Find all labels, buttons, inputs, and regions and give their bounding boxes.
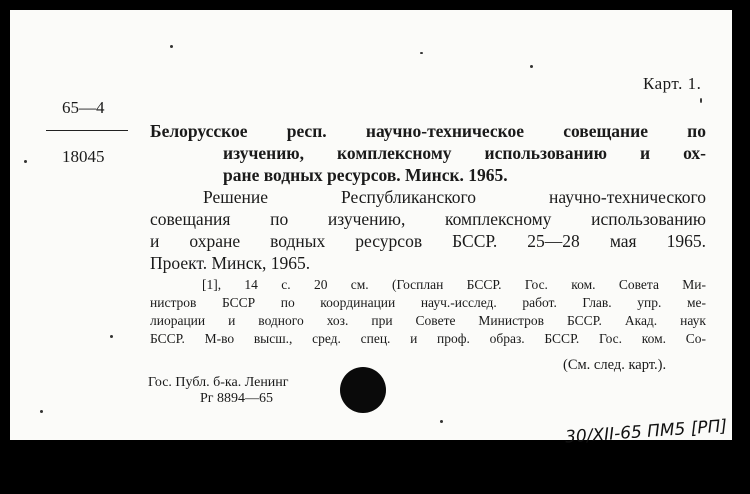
title-line-3: ране водных ресурсов. Минск. 1965. [223, 165, 508, 185]
scan-speck [40, 410, 43, 413]
accession-number: 18045 [62, 147, 105, 166]
library-number: Рг 8894—65 [200, 391, 274, 406]
notes-line-3: лиорации и водного хоз. при Совете Министров БССР. Акад. наук [150, 313, 706, 328]
scan-speck [420, 52, 423, 54]
title-line-1: Белорусское респ. научно-техническое совещание по [150, 121, 706, 141]
body-line-2: совещания по изучению, комплексному использованию [150, 209, 706, 229]
ink-stamp-blot [340, 367, 386, 413]
scan-speck [170, 45, 173, 48]
handwritten-note: 30/XII-65 ПМ5 [РП] [564, 416, 728, 448]
scan-speck [530, 65, 533, 68]
body-line-4: Проект. Минск, 1965. [150, 253, 311, 273]
continued-note: (См. след. карт.). [563, 357, 667, 373]
classification-code: 65—4 [62, 98, 105, 117]
card-number: Карт. 1. [643, 74, 702, 93]
classification-divider [46, 130, 128, 131]
notes-line-4: БССР. М-во высш., сред. спец. и проф. образ. БССР. Гос. ком. Со- [150, 331, 706, 346]
library-stamp-text: Гос. Публ. б-ка. Ленинг [148, 375, 289, 390]
body-line-1: Решение Республиканского научно-технического [203, 187, 706, 207]
notes-line-2: нистров БССР по координации науч.-исслед. работ. Глав. упр. ме- [150, 295, 706, 310]
scan-speck [440, 420, 443, 423]
body-line-3: и охране водных ресурсов БССР. 25—28 мая 1965. [150, 231, 706, 251]
scan-speck [110, 335, 113, 338]
title-line-2: изучению, комплексному использованию и ох- [223, 143, 706, 163]
catalog-card [10, 10, 732, 448]
scan-speck [24, 160, 27, 163]
notes-line-1: [1], 14 с. 20 см. (Госплан БССР. Гос. ком. Совета Ми- [202, 277, 706, 292]
scan-speck [700, 98, 702, 103]
